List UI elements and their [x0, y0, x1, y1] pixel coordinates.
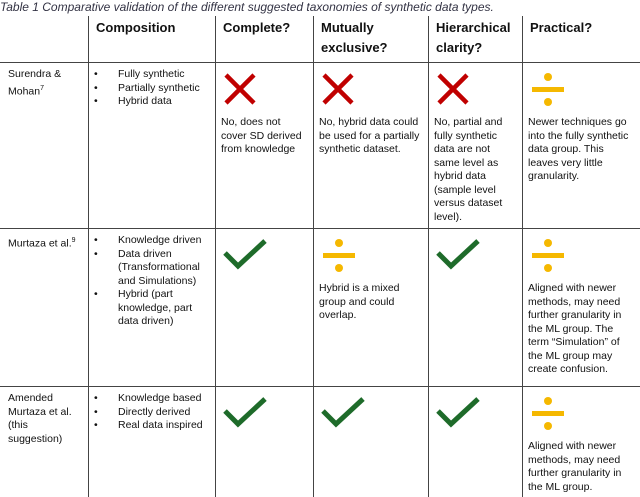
check-icon — [436, 238, 480, 270]
assessment-note: No, does not cover SD derived from knowledge — [221, 116, 302, 155]
column-divider — [88, 16, 89, 497]
row-name: Surendra & Mohan$^7$ — [8, 68, 62, 97]
list-item: • Knowledge driven — [92, 234, 210, 248]
check-icon — [321, 396, 365, 428]
citation-number: 7 — [40, 84, 45, 92]
column-divider — [522, 16, 523, 497]
row-divider — [0, 62, 640, 63]
cross-icon — [436, 72, 470, 106]
cross-icon — [223, 72, 257, 106]
column-header: Composition — [96, 20, 176, 35]
check-icon — [223, 396, 267, 428]
composition-list — [92, 392, 210, 433]
column-header: Mutually exclusive? — [321, 20, 388, 55]
row-divider — [0, 228, 640, 229]
cross-icon — [321, 72, 355, 106]
divide-icon — [321, 238, 357, 274]
assessment-note: No, hybrid data could be used for a partially synthetic dataset. — [319, 116, 420, 155]
list-item: • Hybrid (part knowledge, part data driven) — [92, 288, 210, 329]
assessment-note: Hybrid is a mixed group and could overlap. — [319, 282, 400, 321]
row-name: Amended Murtaza et al. (this suggestion) — [8, 392, 72, 445]
column-divider — [215, 16, 216, 497]
composition-list — [92, 234, 210, 329]
divide-icon — [530, 72, 566, 108]
list-item: • Data driven (Transformational and Simulations) — [92, 248, 210, 289]
check-icon — [436, 396, 480, 428]
list-item: • Fully synthetic — [92, 68, 210, 82]
assessment-note: Aligned with newer methods, may need further granularity in the ML group. — [528, 440, 622, 493]
column-header: Hierarchical clarity? — [436, 20, 511, 55]
column-header: Practical? — [530, 20, 593, 35]
column-divider — [428, 16, 429, 497]
citation-number: 9 — [71, 237, 76, 244]
list-item: • Partially synthetic — [92, 82, 210, 96]
list-item: • Real data inspired — [92, 419, 210, 433]
assessment-note: Aligned with newer methods, may need further granularity in the ML group. The term “Simulation” of the ML group may create confusion. — [528, 282, 622, 375]
column-divider — [313, 16, 314, 497]
row-name: Murtaza et al.$^9$ — [8, 237, 76, 250]
list-item: • Knowledge based — [92, 392, 210, 406]
assessment-note: Newer techniques go into the fully synthetic data group. This leaves very little granularity. — [528, 116, 629, 182]
row-divider — [0, 386, 640, 387]
composition-list — [92, 68, 210, 109]
divide-icon — [530, 396, 566, 432]
assessment-note: No, partial and fully synthetic data are not same level as hybrid data (sample level versus dataset level). — [434, 116, 503, 223]
check-icon — [223, 238, 267, 270]
column-header: Complete? — [223, 20, 291, 35]
list-item: • Hybrid data — [92, 95, 210, 109]
list-item: • Directly derived — [92, 406, 210, 420]
divide-icon — [530, 238, 566, 274]
table-caption: Table 1 Comparative validation of the different suggested taxonomies of synthetic data types. — [0, 0, 494, 14]
